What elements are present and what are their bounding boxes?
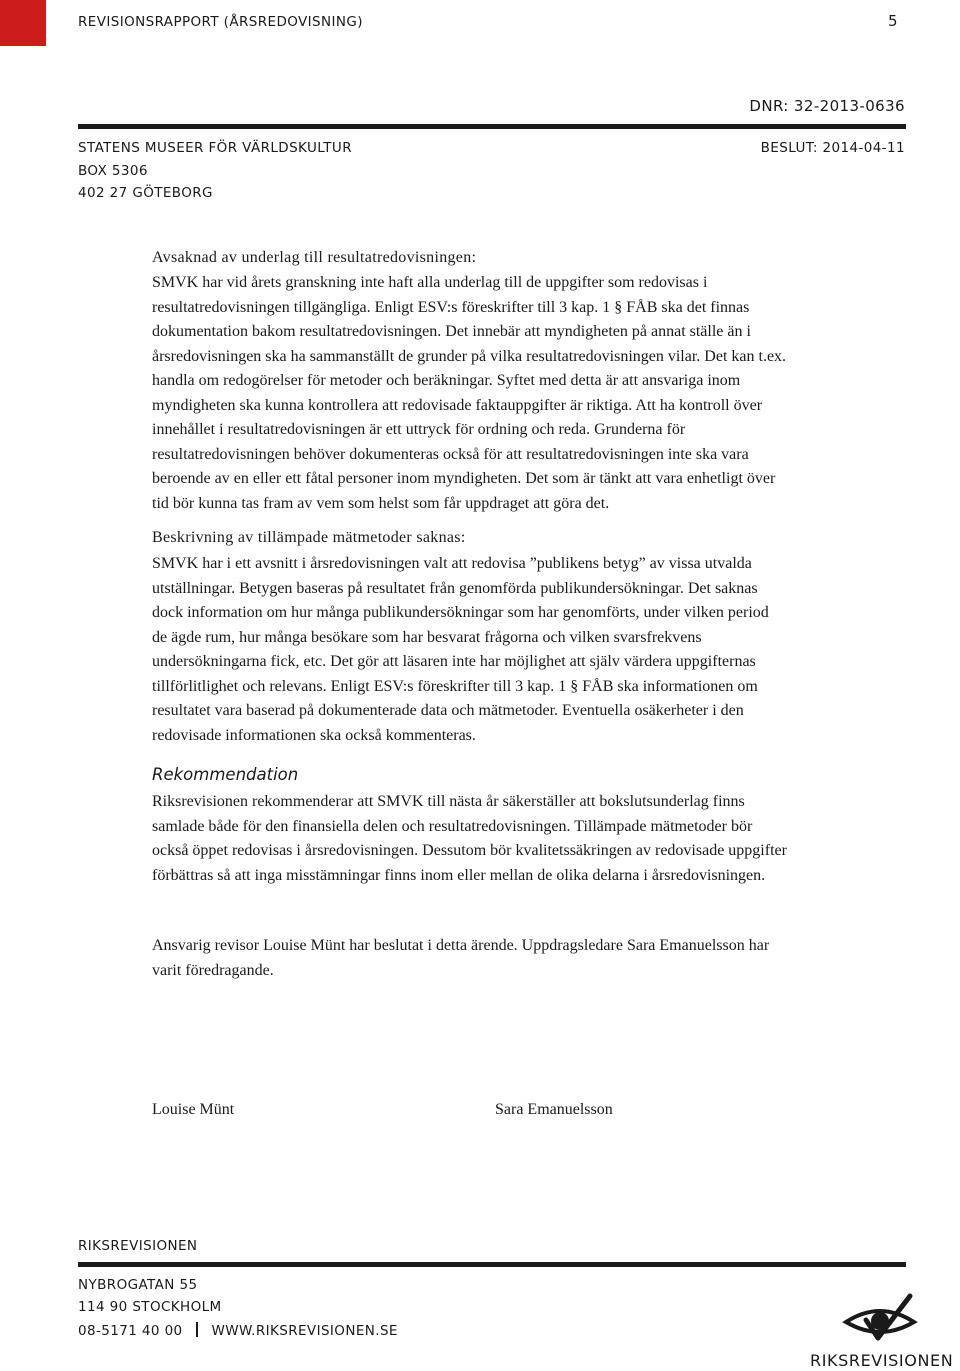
section-body-underlag <box>152 271 786 516</box>
signature-revisor: Louise Münt <box>152 1101 235 1118</box>
footer-phone: 08-5171 40 00 <box>78 1323 183 1339</box>
section-body-matmetoder <box>152 552 769 748</box>
riksrevisionen-eye-logo-icon <box>840 1292 920 1350</box>
text-line: också öppet redovisas i årsredovisningen. Dessutom bör kvalitetssäkringen av redovisade uppgifter <box>152 842 787 859</box>
text-line: undersökningarna fick, etc. Det gör att läsaren inte har möjlighet att själv värdera uppgifternas <box>152 653 756 670</box>
recommendation-body <box>152 790 787 888</box>
text-line: utställningar. Betygen baseras på resultatet från genomförda publikundersökningar. Det saknas <box>152 579 758 597</box>
footer-city: 114 90 STOCKHOLM <box>78 1299 222 1315</box>
text-line: årsredovisningen ska ha sammanställt de grunder på vilka resultatredovisningen vilar. Det kan t.ex. <box>152 347 787 365</box>
text-line: redovisade informationen ska också kommenteras. <box>152 726 476 744</box>
logo-wordmark: RIKSREVISIONEN <box>810 1351 954 1370</box>
text-line: SMVK har vid årets granskning inte haft alla underlag till de uppgifter som redovisas i <box>152 274 708 291</box>
section-heading-matmetoder: Beskrivning av tillämpade mätmetoder saknas: <box>152 529 466 546</box>
beslut-date: BESLUT: 2014-04-11 <box>760 140 905 156</box>
dnr: DNR: 32-2013-0636 <box>749 97 905 115</box>
footer-org: RIKSREVISIONEN <box>78 1238 198 1254</box>
text-line: tid bör kunna tas fram av vem som helst som får uppdraget att göra det. <box>152 494 610 512</box>
text-line: myndigheten ska kunna kontrollera att redovisade faktauppgifter är riktiga. Att ha kontroll över <box>152 396 763 414</box>
text-line: resultatet vara baserad på dokumenterade data och mätmetoder. Eventuella osäkerheter i den <box>152 702 744 719</box>
text-line: Riksrevisionen rekommenderar att SMVK till nästa år säkerställer att bokslutsunderlag finns <box>152 793 745 810</box>
text-line: SMVK har i ett avsnitt i årsredovisningen valt att redovisa ”publikens betyg” av vissa utvalda <box>152 555 752 572</box>
text-line: handla om redogörelser för metoder och beräkningar. Syftet med detta är att ansvariga inom <box>152 372 741 389</box>
page-number: 5 <box>888 12 898 30</box>
text-line: dock information om hur många publikundersökningar som har genomförts, under vilken period <box>152 604 769 621</box>
red-corner-mark <box>0 0 46 46</box>
text-line: beroende av en eller ett fåtal personer inom myndigheten. Det som är tänkt att vara enhetligt över <box>152 470 776 487</box>
address-line-2: BOX 5306 <box>78 163 148 179</box>
signature-uppdragsledare: Sara Emanuelsson <box>495 1101 613 1118</box>
text-line: de ägde rum, hur många besökare som har besvarat frågorna och vilken svarsfrekvens <box>152 628 702 646</box>
footer-separator <box>196 1322 198 1337</box>
text-line: tillförlitlighet och relevans. Enligt ESV:s föreskrifter till 3 kap. 1 § FÅB ska informationen om <box>152 677 758 695</box>
text-line: dokumentation bakom resultatredovisningen. Det innebär att myndigheten på annat ställe än i <box>152 323 751 340</box>
closing-paragraph <box>152 934 769 983</box>
running-title: REVISIONSRAPPORT (ÅRSREDOVISNING) <box>78 14 363 30</box>
recommendation-heading: Rekommendation <box>152 765 299 784</box>
text-line: förbättras så att inga misstämningar finns inom eller mellan de olika delarna i årsredovisningen. <box>152 866 766 884</box>
section-heading-underlag: Avsaknad av underlag till resultatredovisningen: <box>152 249 477 266</box>
address-line-3: 402 27 GÖTEBORG <box>78 185 213 201</box>
text-line: varit föredragande. <box>152 961 274 979</box>
footer-web: WWW.RIKSREVISIONEN.SE <box>211 1323 398 1339</box>
footer-contact <box>78 1322 398 1339</box>
text-line: innehållet i resultatredovisningen är ett uttryck för ordning och reda. Grunderna för <box>152 421 686 438</box>
header-rule <box>78 124 906 129</box>
text-line: resultatredovisningen tillgängliga. Enligt ESV:s föreskrifter till 3 kap. 1 § FÅB ska det finnas <box>152 298 750 316</box>
footer-street: NYBROGATAN 55 <box>78 1277 198 1293</box>
text-line: samlade både för den finansiella delen och resultatredovisningen. Tillämpade mätmetoder bör <box>152 817 753 835</box>
address-line-1: STATENS MUSEER FÖR VÄRLDSKULTUR <box>78 140 352 156</box>
footer-rule <box>78 1262 906 1267</box>
text-line: resultatredovisningen behöver dokumenteras också för att resultatredovisningen inte ska vara <box>152 445 749 463</box>
text-line: Ansvarig revisor Louise Münt har beslutat i detta ärende. Uppdragsledare Sara Emanuelsson har <box>152 937 770 954</box>
